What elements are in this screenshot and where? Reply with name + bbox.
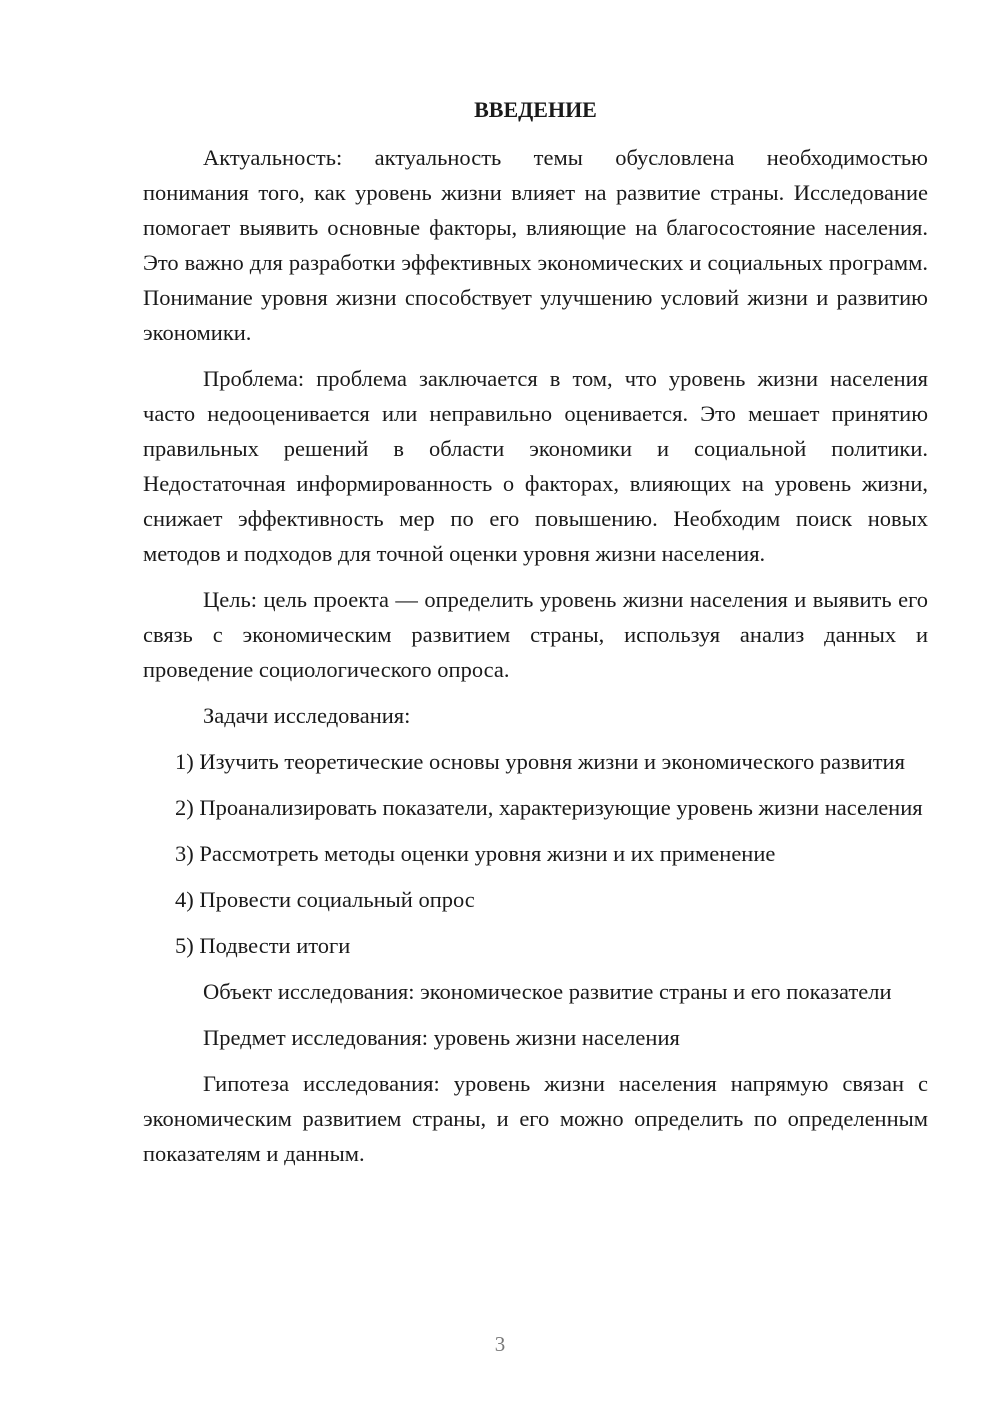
relevance-paragraph: Актуальность: актуальность темы обусловлена необходимостью понимания того, как уровень жизни влияет на развитие страны. Исследование помогает выявить основные факторы, влияющие на благосостояние населения. Это важно для разработки эффективных экономических и социальных программ. Понимание уровня жизни способствует улучшению условий жизни и развитию экономики.	[143, 145, 928, 345]
list-item: 1) Изучить теоретические основы уровня жизни и экономического развития	[175, 749, 905, 774]
page-number: 3	[494, 1332, 506, 1356]
list-item: 5) Подвести итоги	[175, 933, 351, 958]
problem-paragraph: Проблема: проблема заключается в том, что уровень жизни населения часто недооценивается или неправильно оценивается. Это мешает принятию правильных решений в области экономики и социальной политики. Недостаточная информированность о факторах, влияющих на уровень жизни, снижает эффективность мер по его повышению. Необходим поиск новых методов и подходов для точной оценки уровня жизни населения.	[143, 366, 928, 566]
object-paragraph: Объект исследования: экономическое развитие страны и его показатели	[203, 979, 892, 1004]
hypothesis-paragraph: Гипотеза исследования: уровень жизни населения напрямую связан с экономическим развитием страны, и его можно определить по определенным показателям и данным.	[143, 1071, 928, 1166]
list-item: 4) Провести социальный опрос	[175, 887, 475, 912]
goal-paragraph: Цель: цель проекта — определить уровень жизни населения и выявить его связь с экономическим развитием страны, используя анализ данных и проведение социологического опроса.	[143, 587, 928, 682]
tasks-heading: Задачи исследования:	[203, 703, 411, 728]
tasks-list	[143, 744, 928, 963]
list-item: 3) Рассмотреть методы оценки уровня жизни и их применение	[175, 841, 776, 866]
list-item: 2) Проанализировать показатели, характеризующие уровень жизни населения	[175, 795, 923, 820]
page-title: ВВЕДЕНИЕ	[474, 97, 597, 122]
document-page	[143, 90, 928, 1182]
subject-paragraph: Предмет исследования: уровень жизни населения	[203, 1025, 680, 1050]
